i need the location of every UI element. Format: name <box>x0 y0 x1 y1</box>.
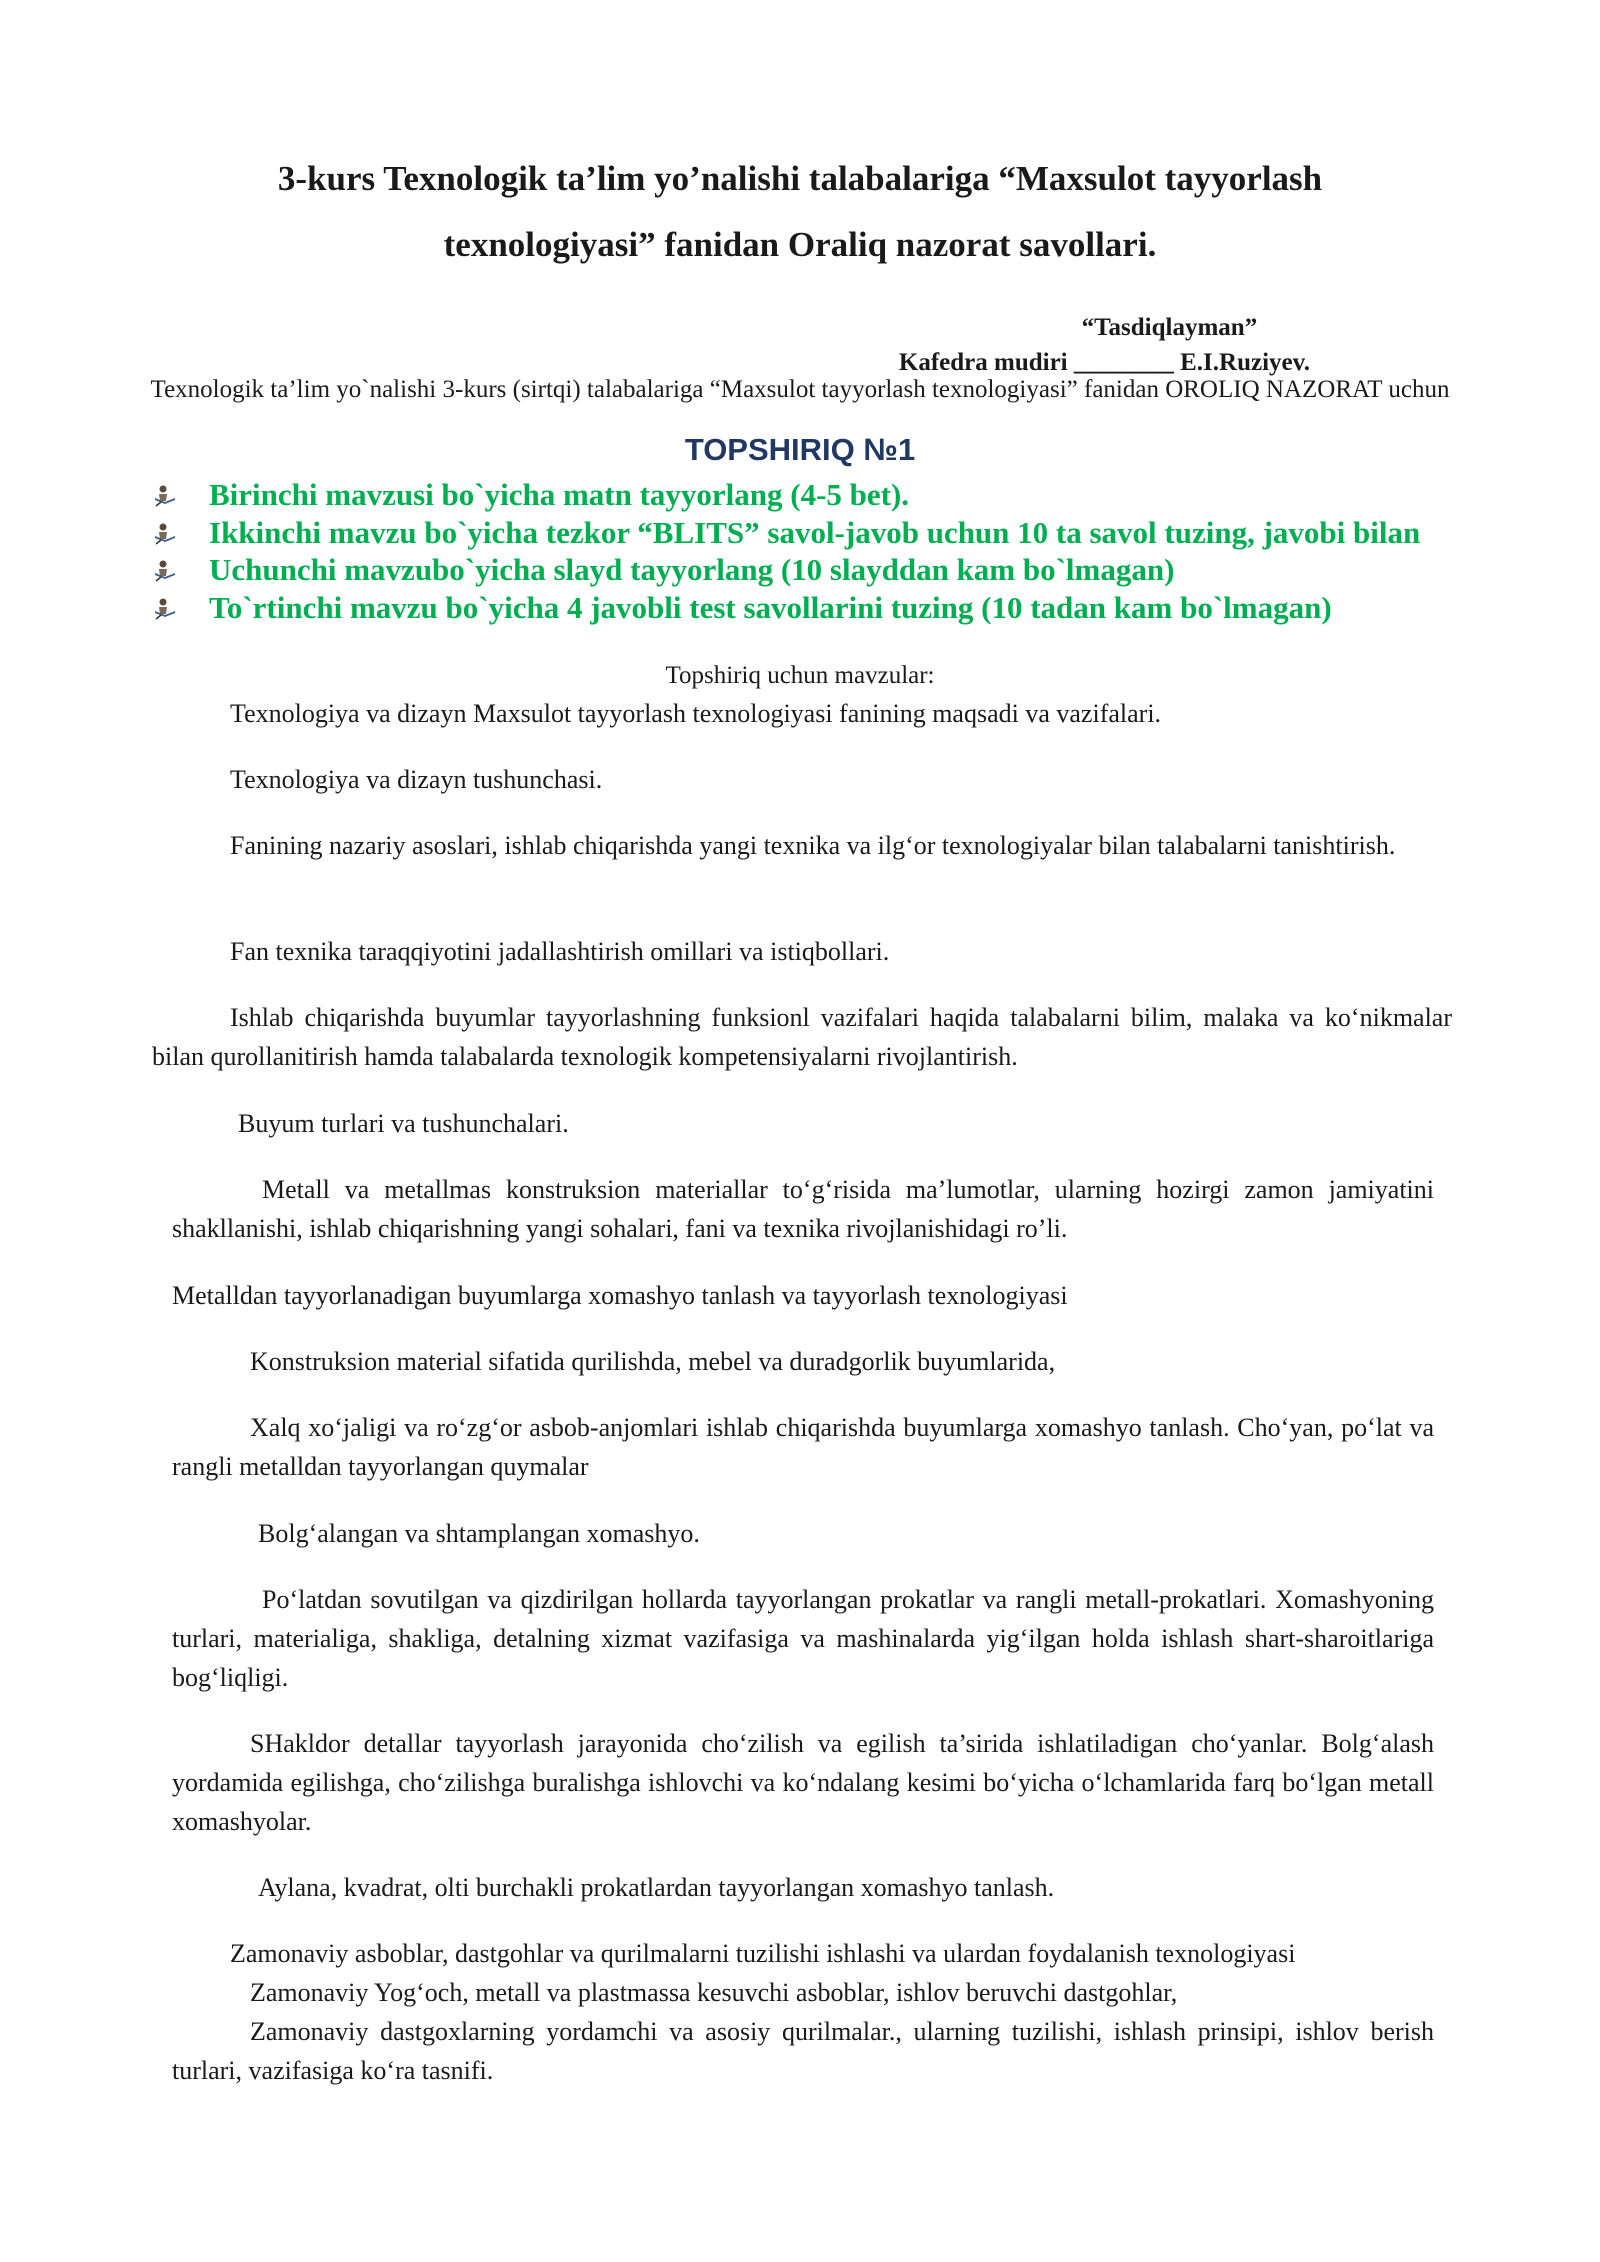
task-list <box>152 476 1452 626</box>
topic-paragraph: Metall va metallmas konstruksion materiallar to‘g‘risida ma’lumotlar, ularning hozirgi zamon jamiyatini shakllanishi, ishlab chiqarishning yangi sohalari, fani va texnika rivojlanishidagi ro’li. <box>172 1175 1434 1243</box>
topic-paragraph: SHakldor detallar tayyorlash jarayonida cho‘zilish va egilish ta’sirida ishlatiladigan cho‘yanlar. Bolg‘alash yordamida egilishga, cho‘zilishga buralishga ishlovchi va ko‘ndalang kesimi bo‘yicha o‘lchamlarida farq bo‘lgan metall xomashyolar. <box>172 1729 1434 1836</box>
approval-line-1: “Tasdiqlayman” <box>1081 314 1258 341</box>
approval-line-2: Kafedra mudiri ________ E.I.Ruziyev. <box>898 349 1310 376</box>
topic-paragraph: Metalldan tayyorlanadigan buyumlarga xomashyo tanlash va tayyorlash texnologiyasi <box>172 1281 1068 1310</box>
topic-paragraph: Ishlab chiqarishda buyumlar tayyorlashning funksionl vazifalari haqida talabalarni bilim, malaka va ko‘nikmalar bilan qurollanitirish hamda talabalarda texnologik kompetensiyalarni rivojlantirish. <box>152 1003 1452 1071</box>
intro-text: Texnologik ta’lim yo`nalishi 3-kurs (sirtqi) talabalariga “Maxsulot tayyorlash texnologiyasi” fanidan OROLIQ NAZORAT uchun <box>150 376 1450 403</box>
topic-paragraph: Po‘latdan sovutilgan va qizdirilgan hollarda tayyorlangan prokatlar va rangli metall-prokatlari. Xomashyoning turlari, materialiga, shakliga, detalning xizmat vazifasiga va mashinalarda yig‘ilgan holda ishlash shart-sharoitlariga bog‘liqligi. <box>172 1585 1434 1692</box>
task-item: To`rtinchi mavzu bo`yicha 4 javobli test savollarini tuzing (10 tadan kam bo`lmagan) <box>152 589 1452 627</box>
book-reader-icon <box>152 559 178 583</box>
topic-paragraph: Aylana, kvadrat, olti burchakli prokatlardan tayyorlangan xomashyo tanlash. <box>258 1873 1055 1902</box>
task-item: Uchunchi mavzubo`yicha slayd tayyorlang (10 slayddan kam bo`lmagan) <box>152 551 1452 589</box>
book-reader-icon <box>152 484 178 508</box>
topic-paragraph: Fanining nazariy asoslari, ishlab chiqarishda yangi texnika va ilg‘or texnologiyalar bilan talabalarni tanishtirish. <box>230 831 1396 860</box>
topic-paragraph: Zamonaviy dastgoxlarning yordamchi va asosiy qurilmalar., ularning tuzilishi, ishlash prinsipi, ishlov berish turlari, vazifasiga ko‘ra tasnifi. <box>172 2017 1434 2085</box>
approval-block <box>899 310 1310 380</box>
topic-paragraph: Texnologiya va dizayn tushunchasi. <box>230 765 603 794</box>
topic-paragraph: Zamonaviy Yog‘och, metall va plastmassa kesuvchi asboblar, ishlov beruvchi dastgohlar, <box>250 1978 1178 2007</box>
topic-paragraph: Fan texnika taraqqiyotini jadallashtirish omillari va istiqbollari. <box>230 937 890 966</box>
topic-paragraph: Zamonaviy asboblar, dastgohlar va qurilmalarni tuzilishi ishlashi va ulardan foydalanish texnologiyasi <box>230 1939 1296 1968</box>
topic-paragraph: Konstruksion material sifatida qurilishda, mebel va duradgorlik buyumlarida, <box>250 1347 1056 1376</box>
topic-paragraph: Texnologiya va dizayn Maxsulot tayyorlash texnologiyasi fanining maqsadi va vazifalari. <box>230 699 1162 728</box>
topics-heading: Topshiriq uchun mavzular: <box>665 662 935 689</box>
document-title: 3-kurs Texnologik ta’lim yo’nalishi talabalariga “Maxsulot tayyorlash texnologiyasi” fanidan Oraliq nazorat savollari. <box>277 159 1323 264</box>
book-reader-icon <box>152 522 178 546</box>
task-title: TOPSHIRIQ №1 <box>684 432 916 467</box>
book-reader-icon <box>152 597 178 621</box>
topic-paragraph: Bolg‘alangan va shtamplangan xomashyo. <box>258 1519 700 1548</box>
topic-paragraph: Xalq xo‘jaligi va ro‘zg‘or asbob-anjomlari ishlab chiqarishda buyumlarga xomashyo tanlash. Cho‘yan, po‘lat va rangli metalldan tayyorlangan quymalar <box>172 1413 1434 1481</box>
topic-paragraph: Buyum turlari va tushunchalari. <box>238 1109 569 1138</box>
task-item: Birinchi mavzusi bo`yicha matn tayyorlang (4-5 bet). <box>152 476 1452 514</box>
task-item: Ikkinchi mavzu bo`yicha tezkor “BLITS” savol-javob uchun 10 ta savol tuzing, javobi bilan <box>152 514 1452 552</box>
